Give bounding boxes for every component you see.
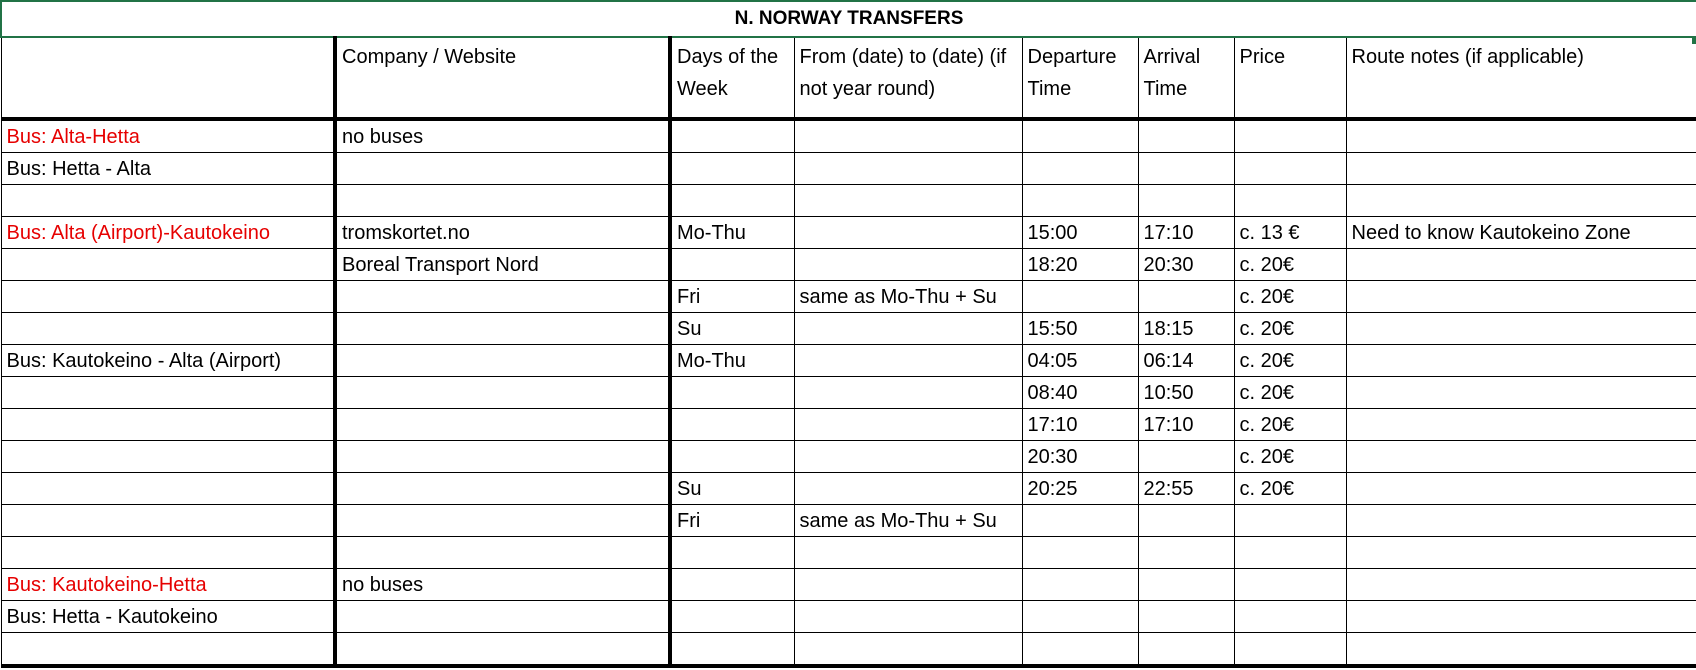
cell-departure[interactable] (1022, 601, 1138, 633)
header-date-range[interactable]: From (date) to (date) (if not year round) (794, 37, 1022, 119)
cell-date-range[interactable] (794, 473, 1022, 505)
table-row (1, 441, 1696, 473)
table-row (1, 409, 1696, 441)
cell-price[interactable]: c. 20€ (1234, 377, 1346, 409)
cell-notes[interactable] (1346, 505, 1696, 537)
cell-company[interactable]: no buses (335, 569, 670, 601)
cell-days[interactable] (670, 409, 794, 441)
cell-days[interactable]: Fri (670, 281, 794, 313)
cell-company[interactable] (335, 377, 670, 409)
cell-departure[interactable] (1022, 281, 1138, 313)
table-row (1, 249, 1696, 281)
table-row (1, 633, 1696, 667)
cell-arrival[interactable] (1138, 569, 1234, 601)
cell-departure[interactable] (1022, 537, 1138, 569)
cell-date-range[interactable] (794, 601, 1022, 633)
cell-notes[interactable] (1346, 409, 1696, 441)
cell-route[interactable] (1, 281, 335, 313)
cell-company[interactable] (335, 281, 670, 313)
cell-company[interactable] (335, 345, 670, 377)
cell-days[interactable] (670, 377, 794, 409)
cell-notes[interactable] (1346, 377, 1696, 409)
cell-route[interactable] (1, 249, 335, 281)
header-company[interactable]: Company / Website (335, 37, 670, 119)
table-row (1, 601, 1696, 633)
cell-date-range[interactable] (794, 377, 1022, 409)
cell-company[interactable] (335, 313, 670, 345)
cell-notes[interactable] (1346, 633, 1696, 667)
cell-route[interactable]: Bus: Alta-Hetta (1, 119, 335, 153)
cell-company[interactable] (335, 601, 670, 633)
cell-date-range[interactable] (794, 313, 1022, 345)
cell-days[interactable] (670, 185, 794, 217)
sheet-title[interactable]: N. NORWAY TRANSFERS (1, 1, 1696, 37)
cell-departure[interactable]: 15:50 (1022, 313, 1138, 345)
cell-departure[interactable] (1022, 153, 1138, 185)
cell-departure[interactable]: 15:00 (1022, 217, 1138, 249)
header-notes[interactable]: Route notes (if applicable) (1346, 37, 1696, 119)
table-row (1, 313, 1696, 345)
table-row (1, 377, 1696, 409)
cell-arrival[interactable]: 22:55 (1138, 473, 1234, 505)
cell-route[interactable]: Bus: Kautokeino - Alta (Airport) (1, 345, 335, 377)
cell-company[interactable] (335, 505, 670, 537)
header-row (1, 37, 1696, 119)
cell-price[interactable]: c. 20€ (1234, 313, 1346, 345)
cell-arrival[interactable]: 06:14 (1138, 345, 1234, 377)
cell-date-range[interactable] (794, 569, 1022, 601)
cell-price[interactable]: c. 20€ (1234, 473, 1346, 505)
cell-arrival[interactable] (1138, 281, 1234, 313)
cell-price[interactable]: c. 20€ (1234, 409, 1346, 441)
cell-price[interactable] (1234, 153, 1346, 185)
cell-days[interactable] (670, 633, 794, 667)
cell-days[interactable]: Mo-Thu (670, 217, 794, 249)
cell-arrival[interactable]: 20:30 (1138, 249, 1234, 281)
cell-notes[interactable]: Need to know Kautokeino Zone (1346, 217, 1696, 249)
table-row (1, 473, 1696, 505)
cell-days[interactable]: Fri (670, 505, 794, 537)
cell-price[interactable] (1234, 505, 1346, 537)
cell-arrival[interactable]: 17:10 (1138, 217, 1234, 249)
cell-route[interactable] (1, 505, 335, 537)
cell-price[interactable]: c. 20€ (1234, 281, 1346, 313)
cell-departure[interactable] (1022, 185, 1138, 217)
header-days[interactable]: Days of the Week (670, 37, 794, 119)
cell-departure[interactable] (1022, 633, 1138, 667)
header-cell[interactable] (1, 37, 335, 119)
cell-notes[interactable] (1346, 153, 1696, 185)
cell-company[interactable]: no buses (335, 119, 670, 153)
cell-route[interactable] (1, 537, 335, 569)
cell-departure[interactable] (1022, 505, 1138, 537)
cell-arrival[interactable] (1138, 601, 1234, 633)
cell-date-range[interactable] (794, 249, 1022, 281)
title-row (1, 1, 1696, 37)
table-row (1, 119, 1696, 153)
cell-company[interactable] (335, 185, 670, 217)
cell-days[interactable] (670, 601, 794, 633)
cell-days[interactable] (670, 537, 794, 569)
cell-route[interactable] (1, 313, 335, 345)
cell-route[interactable]: Bus: Hetta - Kautokeino (1, 601, 335, 633)
cell-notes[interactable] (1346, 569, 1696, 601)
cell-price[interactable]: c. 20€ (1234, 249, 1346, 281)
cell-departure[interactable]: 17:10 (1022, 409, 1138, 441)
cell-notes[interactable] (1346, 313, 1696, 345)
cell-departure[interactable]: 04:05 (1022, 345, 1138, 377)
cell-arrival[interactable]: 17:10 (1138, 409, 1234, 441)
table-row (1, 185, 1696, 217)
cell-arrival[interactable] (1138, 185, 1234, 217)
cell-arrival[interactable] (1138, 633, 1234, 667)
cell-notes[interactable] (1346, 601, 1696, 633)
cell-date-range[interactable] (794, 537, 1022, 569)
cell-arrival[interactable] (1138, 153, 1234, 185)
cell-company[interactable] (335, 153, 670, 185)
cell-days[interactable] (670, 153, 794, 185)
cell-days[interactable]: Mo-Thu (670, 345, 794, 377)
table-row (1, 537, 1696, 569)
cell-notes[interactable] (1346, 281, 1696, 313)
cell-route[interactable] (1, 409, 335, 441)
cell-date-range[interactable] (794, 153, 1022, 185)
cell-days[interactable]: Su (670, 313, 794, 345)
cell-notes[interactable] (1346, 345, 1696, 377)
cell-company[interactable] (335, 537, 670, 569)
cell-departure[interactable]: 08:40 (1022, 377, 1138, 409)
cell-route[interactable] (1, 473, 335, 505)
cell-company[interactable] (335, 633, 670, 667)
cell-arrival[interactable]: 10:50 (1138, 377, 1234, 409)
header-arrival[interactable]: Arrival Time (1138, 37, 1234, 119)
cell-date-range[interactable] (794, 119, 1022, 153)
cell-route[interactable] (1, 441, 335, 473)
table-row (1, 505, 1696, 537)
cell-route[interactable] (1, 377, 335, 409)
cell-company[interactable]: Boreal Transport Nord (335, 249, 670, 281)
header-departure[interactable]: Departure Time (1022, 37, 1138, 119)
cell-date-range[interactable] (794, 217, 1022, 249)
cell-date-range[interactable]: same as Mo-Thu + Su (794, 505, 1022, 537)
selection-handle[interactable] (1692, 36, 1696, 44)
cell-route[interactable]: Bus: Alta (Airport)-Kautokeino (1, 217, 335, 249)
cell-date-range[interactable]: same as Mo-Thu + Su (794, 281, 1022, 313)
cell-date-range[interactable] (794, 185, 1022, 217)
cell-date-range[interactable] (794, 633, 1022, 667)
cell-notes[interactable] (1346, 473, 1696, 505)
cell-departure[interactable] (1022, 119, 1138, 153)
cell-price[interactable] (1234, 601, 1346, 633)
table-row (1, 217, 1696, 249)
cell-date-range[interactable] (794, 441, 1022, 473)
cell-departure[interactable] (1022, 569, 1138, 601)
cell-price[interactable] (1234, 119, 1346, 153)
cell-company[interactable] (335, 441, 670, 473)
cell-route[interactable]: Bus: Kautokeino-Hetta (1, 569, 335, 601)
cell-date-range[interactable] (794, 409, 1022, 441)
cell-company[interactable] (335, 473, 670, 505)
table-row (1, 569, 1696, 601)
cell-days[interactable] (670, 119, 794, 153)
cell-price[interactable] (1234, 537, 1346, 569)
cell-days[interactable]: Su (670, 473, 794, 505)
cell-departure[interactable]: 20:25 (1022, 473, 1138, 505)
cell-notes[interactable] (1346, 537, 1696, 569)
cell-departure[interactable]: 20:30 (1022, 441, 1138, 473)
cell-days[interactable] (670, 441, 794, 473)
cell-notes[interactable] (1346, 119, 1696, 153)
cell-date-range[interactable] (794, 345, 1022, 377)
cell-departure[interactable]: 18:20 (1022, 249, 1138, 281)
table-row (1, 153, 1696, 185)
cell-arrival[interactable] (1138, 537, 1234, 569)
cell-arrival[interactable]: 18:15 (1138, 313, 1234, 345)
cell-arrival[interactable] (1138, 505, 1234, 537)
cell-price[interactable] (1234, 185, 1346, 217)
cell-arrival[interactable] (1138, 119, 1234, 153)
cell-company[interactable]: tromskortet.no (335, 217, 670, 249)
cell-notes[interactable] (1346, 441, 1696, 473)
cell-route[interactable] (1, 185, 335, 217)
cell-days[interactable] (670, 249, 794, 281)
cell-notes[interactable] (1346, 249, 1696, 281)
table-row (1, 345, 1696, 377)
cell-price[interactable]: c. 13 € (1234, 217, 1346, 249)
header-price[interactable]: Price (1234, 37, 1346, 119)
cell-price[interactable] (1234, 569, 1346, 601)
cell-price[interactable] (1234, 633, 1346, 667)
cell-route[interactable] (1, 633, 335, 667)
cell-route[interactable]: Bus: Hetta - Alta (1, 153, 335, 185)
cell-arrival[interactable] (1138, 441, 1234, 473)
cell-company[interactable] (335, 409, 670, 441)
cell-price[interactable]: c. 20€ (1234, 345, 1346, 377)
cell-days[interactable] (670, 569, 794, 601)
table-row (1, 281, 1696, 313)
cell-notes[interactable] (1346, 185, 1696, 217)
cell-price[interactable]: c. 20€ (1234, 441, 1346, 473)
